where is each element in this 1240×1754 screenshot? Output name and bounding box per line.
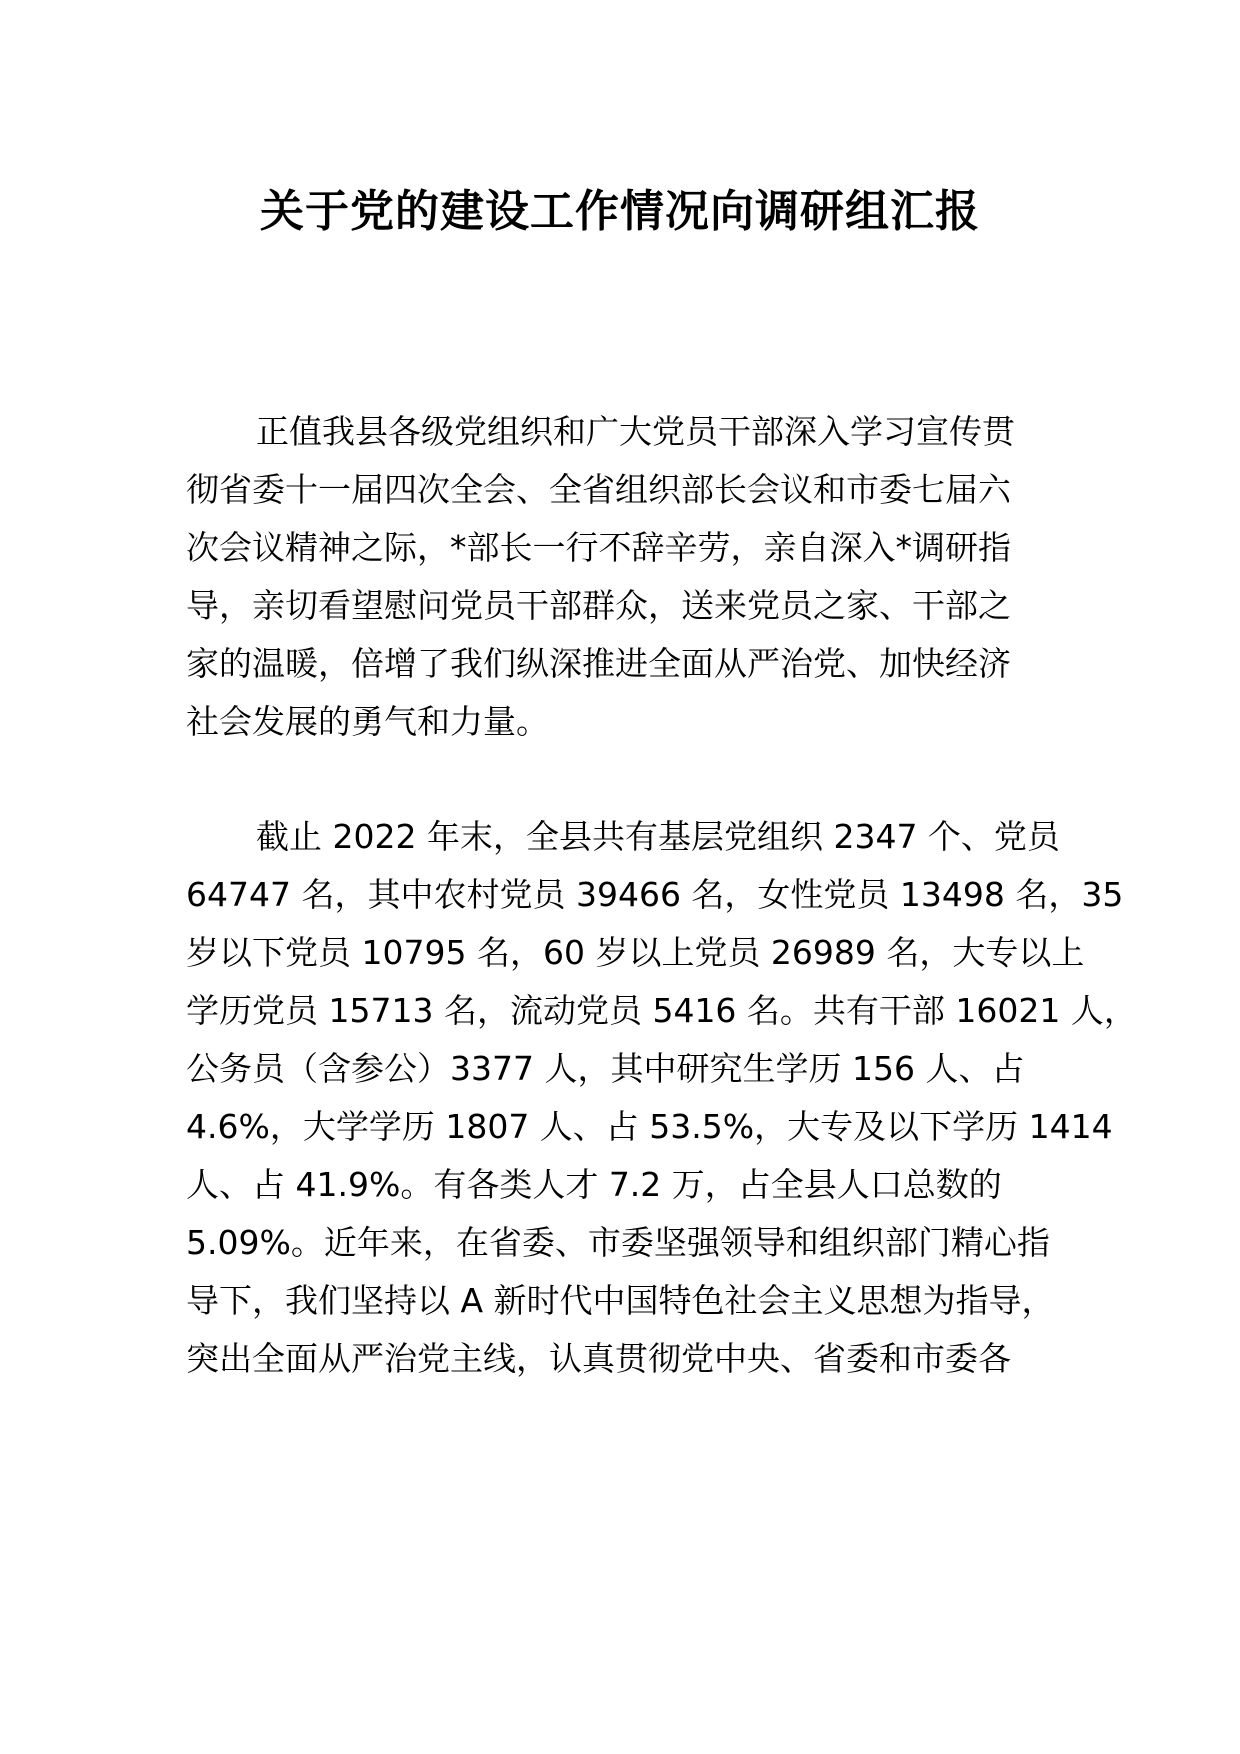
paragraph-2-line-10: 突出全面从严治党主线，认真贯彻党中央、省委和市委各 [186, 1339, 1011, 1378]
paragraph-1-line-1: 正值我县各级党组织和广大党员干部深入学习宣传贯 [256, 412, 1015, 451]
paragraph-2-line-2: 64747 名，其中农村党员 39466 名，女性党员 13498 名，35 [186, 875, 1124, 914]
paragraph-1-line-5: 家的温暖，倍增了我们纵深推进全面从严治党、加快经济 [186, 644, 1011, 683]
paragraph-2-line-5: 公务员（含参公）3377 人，其中研究生学历 156 人、占 [186, 1049, 1025, 1088]
paragraph-1-line-3: 次会议精神之际，*部长一行不辞辛劳，亲自深入*调研指 [186, 528, 1011, 567]
paragraph-2-line-6: 4.6%，大学学历 1807 人、占 53.5%，大专及以下学历 1414 [186, 1107, 1113, 1146]
paragraph-1-line-4: 导，亲切看望慰问党员干部群众，送来党员之家、干部之 [186, 586, 1011, 625]
paragraph-2-line-4: 学历党员 15713 名，流动党员 5416 名。共有干部 16021 人， [186, 991, 1137, 1030]
paragraph-1-line-2: 彻省委十一届四次全会、全省组织部长会议和市委七届六 [186, 470, 1011, 509]
paragraph-2-line-7: 人、占 41.9%。有各类人才 7.2 万，占全县人口总数的 [186, 1165, 1002, 1204]
paragraph-1-line-6: 社会发展的勇气和力量。 [186, 702, 549, 741]
paragraph-2-line-9: 导下，我们坚持以 A 新时代中国特色社会主义思想为指导， [186, 1281, 1055, 1320]
paragraph-2-line-1: 截止 2022 年末，全县共有基层党组织 2347 个、党员 [256, 817, 1060, 856]
paragraph-2-line-3: 岁以下党员 10795 名，60 岁以上党员 26989 名，大专以上 [186, 933, 1085, 972]
document-title: 关于党的建设工作情况向调研组汇报 [260, 186, 980, 237]
paragraph-2-line-8: 5.09%。近年来，在省委、市委坚强领导和组织部门精心指 [186, 1223, 1050, 1262]
